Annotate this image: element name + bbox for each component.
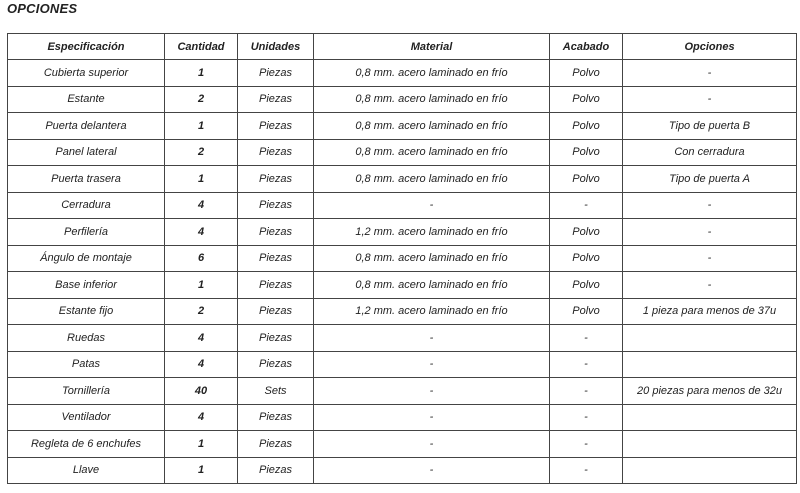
page-title: OPCIONES bbox=[7, 1, 78, 16]
options-cell: Tipo de puerta B bbox=[623, 113, 797, 140]
material-cell: 0,8 mm. acero laminado en frío bbox=[314, 86, 550, 113]
units-cell: Piezas bbox=[238, 431, 314, 458]
table-row bbox=[8, 245, 797, 272]
options-cell: 20 piezas para menos de 32u bbox=[623, 378, 797, 405]
quantity-cell: 4 bbox=[165, 219, 238, 246]
options-cell: - bbox=[623, 192, 797, 219]
options-cell bbox=[623, 457, 797, 484]
finish-cell: - bbox=[550, 431, 623, 458]
options-cell: 1 pieza para menos de 37u bbox=[623, 298, 797, 325]
quantity-cell: 1 bbox=[165, 60, 238, 87]
units-cell: Piezas bbox=[238, 457, 314, 484]
units-cell: Piezas bbox=[238, 139, 314, 166]
units-cell: Piezas bbox=[238, 404, 314, 431]
units-cell: Piezas bbox=[238, 272, 314, 299]
options-cell bbox=[623, 404, 797, 431]
options-cell: - bbox=[623, 60, 797, 87]
spec-cell: Perfilería bbox=[8, 219, 165, 246]
material-cell: 1,2 mm. acero laminado en frío bbox=[314, 298, 550, 325]
units-cell: Piezas bbox=[238, 351, 314, 378]
spec-cell: Ángulo de montaje bbox=[8, 245, 165, 272]
units-cell: Piezas bbox=[238, 325, 314, 352]
units-cell: Piezas bbox=[238, 60, 314, 87]
material-cell: - bbox=[314, 457, 550, 484]
material-cell: 0,8 mm. acero laminado en frío bbox=[314, 245, 550, 272]
spec-cell: Ventilador bbox=[8, 404, 165, 431]
table-row bbox=[8, 86, 797, 113]
material-cell: - bbox=[314, 351, 550, 378]
table-row bbox=[8, 219, 797, 246]
spec-cell: Panel lateral bbox=[8, 139, 165, 166]
quantity-cell: 4 bbox=[165, 192, 238, 219]
column-header-especificacion: Especificación bbox=[8, 34, 165, 60]
column-header-acabado: Acabado bbox=[550, 34, 623, 60]
table-row bbox=[8, 457, 797, 484]
units-cell: Piezas bbox=[238, 166, 314, 193]
spec-cell: Patas bbox=[8, 351, 165, 378]
table-row bbox=[8, 192, 797, 219]
table-header-row bbox=[8, 34, 797, 60]
options-cell: Tipo de puerta A bbox=[623, 166, 797, 193]
material-cell: 0,8 mm. acero laminado en frío bbox=[314, 113, 550, 140]
table-row bbox=[8, 404, 797, 431]
table-row bbox=[8, 166, 797, 193]
column-header-opciones: Opciones bbox=[623, 34, 797, 60]
units-cell: Piezas bbox=[238, 86, 314, 113]
quantity-cell: 1 bbox=[165, 457, 238, 484]
spec-cell: Cerradura bbox=[8, 192, 165, 219]
material-cell: - bbox=[314, 378, 550, 405]
quantity-cell: 1 bbox=[165, 431, 238, 458]
material-cell: - bbox=[314, 192, 550, 219]
units-cell: Piezas bbox=[238, 298, 314, 325]
finish-cell: - bbox=[550, 325, 623, 352]
units-cell: Piezas bbox=[238, 113, 314, 140]
quantity-cell: 4 bbox=[165, 325, 238, 352]
options-cell: - bbox=[623, 86, 797, 113]
options-cell: - bbox=[623, 245, 797, 272]
options-cell bbox=[623, 431, 797, 458]
spec-cell: Estante bbox=[8, 86, 165, 113]
options-cell: Con cerradura bbox=[623, 139, 797, 166]
table-row bbox=[8, 325, 797, 352]
quantity-cell: 4 bbox=[165, 351, 238, 378]
spec-cell: Regleta de 6 enchufes bbox=[8, 431, 165, 458]
material-cell: - bbox=[314, 431, 550, 458]
table-row bbox=[8, 139, 797, 166]
spec-cell: Ruedas bbox=[8, 325, 165, 352]
quantity-cell: 4 bbox=[165, 404, 238, 431]
finish-cell: - bbox=[550, 404, 623, 431]
quantity-cell: 2 bbox=[165, 298, 238, 325]
material-cell: 0,8 mm. acero laminado en frío bbox=[314, 60, 550, 87]
finish-cell: - bbox=[550, 378, 623, 405]
finish-cell: Polvo bbox=[550, 60, 623, 87]
column-header-unidades: Unidades bbox=[238, 34, 314, 60]
finish-cell: - bbox=[550, 457, 623, 484]
table-row bbox=[8, 431, 797, 458]
table-body bbox=[8, 60, 797, 484]
material-cell: - bbox=[314, 325, 550, 352]
spec-cell: Llave bbox=[8, 457, 165, 484]
spec-cell: Cubierta superior bbox=[8, 60, 165, 87]
table-row bbox=[8, 60, 797, 87]
table-row bbox=[8, 272, 797, 299]
units-cell: Piezas bbox=[238, 219, 314, 246]
finish-cell: Polvo bbox=[550, 113, 623, 140]
finish-cell: Polvo bbox=[550, 298, 623, 325]
finish-cell: Polvo bbox=[550, 245, 623, 272]
material-cell: 0,8 mm. acero laminado en frío bbox=[314, 166, 550, 193]
options-cell: - bbox=[623, 272, 797, 299]
quantity-cell: 1 bbox=[165, 113, 238, 140]
table-row bbox=[8, 298, 797, 325]
quantity-cell: 2 bbox=[165, 86, 238, 113]
options-cell bbox=[623, 351, 797, 378]
spec-cell: Estante fijo bbox=[8, 298, 165, 325]
finish-cell: Polvo bbox=[550, 139, 623, 166]
spec-cell: Puerta trasera bbox=[8, 166, 165, 193]
quantity-cell: 2 bbox=[165, 139, 238, 166]
material-cell: - bbox=[314, 404, 550, 431]
units-cell: Piezas bbox=[238, 245, 314, 272]
material-cell: 0,8 mm. acero laminado en frío bbox=[314, 272, 550, 299]
quantity-cell: 40 bbox=[165, 378, 238, 405]
table-row bbox=[8, 378, 797, 405]
material-cell: 0,8 mm. acero laminado en frío bbox=[314, 139, 550, 166]
finish-cell: - bbox=[550, 192, 623, 219]
spec-cell: Tornillería bbox=[8, 378, 165, 405]
quantity-cell: 1 bbox=[165, 272, 238, 299]
finish-cell: Polvo bbox=[550, 272, 623, 299]
quantity-cell: 1 bbox=[165, 166, 238, 193]
spec-cell: Base inferior bbox=[8, 272, 165, 299]
finish-cell: Polvo bbox=[550, 219, 623, 246]
finish-cell: Polvo bbox=[550, 166, 623, 193]
options-cell: - bbox=[623, 219, 797, 246]
table-row bbox=[8, 113, 797, 140]
quantity-cell: 6 bbox=[165, 245, 238, 272]
spec-cell: Puerta delantera bbox=[8, 113, 165, 140]
units-cell: Sets bbox=[238, 378, 314, 405]
units-cell: Piezas bbox=[238, 192, 314, 219]
table-row bbox=[8, 351, 797, 378]
column-header-material: Material bbox=[314, 34, 550, 60]
finish-cell: - bbox=[550, 351, 623, 378]
options-table bbox=[7, 33, 797, 484]
column-header-cantidad: Cantidad bbox=[165, 34, 238, 60]
options-cell bbox=[623, 325, 797, 352]
finish-cell: Polvo bbox=[550, 86, 623, 113]
material-cell: 1,2 mm. acero laminado en frío bbox=[314, 219, 550, 246]
